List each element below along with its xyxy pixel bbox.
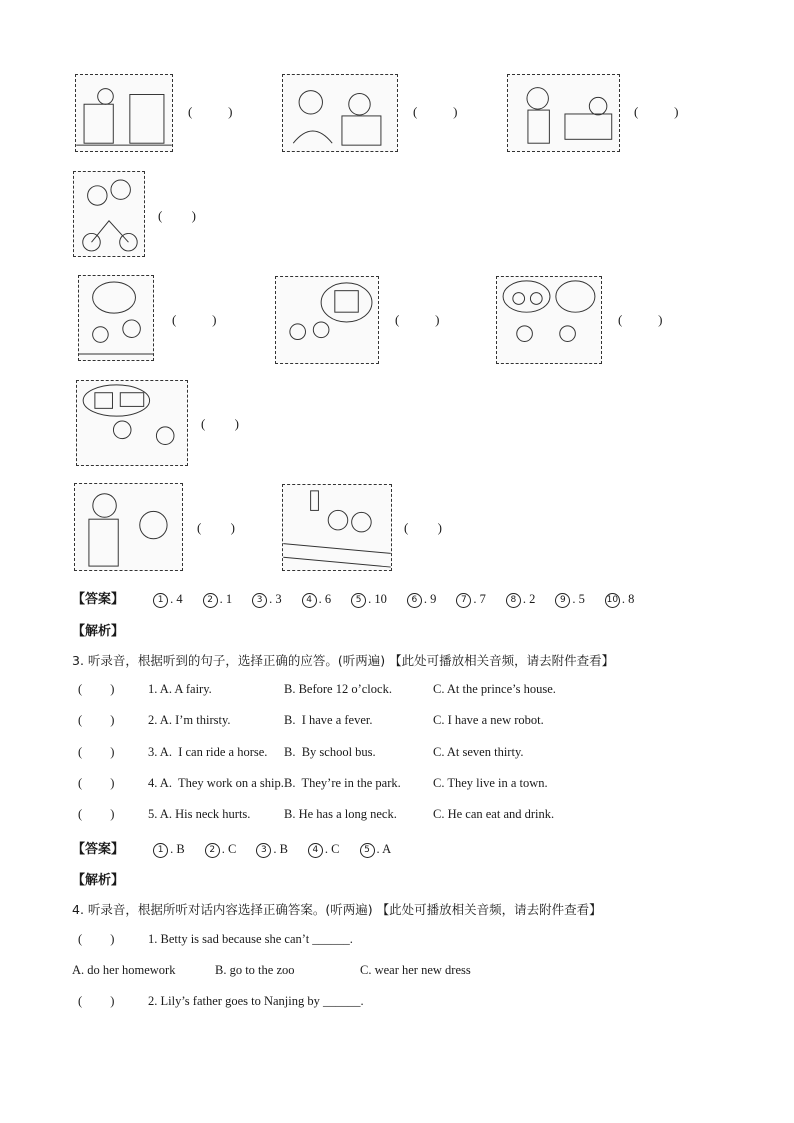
answer-value: . 10 [368, 592, 387, 606]
option-a: A. do her homework [72, 963, 176, 977]
q4-title: 4. 听录音，根据所听对话内容选择正确答案。(听两遍) 【此处可播放相关音频，请去附件查看】 [72, 902, 602, 917]
answer-paren[interactable]: ( ) [78, 744, 115, 759]
option-a: 4. A. They work on a ship. [148, 775, 284, 790]
circled-number: 4 [302, 593, 317, 608]
picture-10 [282, 484, 392, 571]
option-c: C. He can eat and drink. [433, 807, 555, 822]
circled-number: 10 [605, 593, 620, 608]
answer-value: . B [170, 842, 185, 856]
answer-value: . C [221, 842, 237, 856]
picture-7 [496, 276, 602, 364]
option-c: C. wear her new dress [360, 963, 471, 977]
answer-paren[interactable]: ( ) [78, 775, 115, 790]
picture-9 [74, 483, 183, 571]
circled-number: 3 [252, 593, 267, 608]
q3-analysis [72, 869, 124, 888]
option-c: C. At the prince’s house. [433, 682, 556, 696]
option-b: B. He has a long neck. [284, 807, 397, 822]
picture-1 [75, 74, 173, 152]
answer-value: . A [376, 842, 392, 856]
circled-number: 5 [351, 593, 366, 608]
answer-paren[interactable]: ( ) [78, 682, 115, 696]
answer-list [127, 592, 634, 606]
option-b: B. Before 12 o’clock. [284, 682, 392, 696]
answer-value: . 9 [423, 592, 437, 606]
answer-item [506, 592, 536, 608]
circled-number: 8 [506, 593, 521, 608]
answer-paren[interactable]: ( ) [78, 932, 115, 946]
circled-number: 1 [153, 593, 168, 608]
circled-number: 4 [308, 843, 323, 858]
answer-paren[interactable]: ( ) [634, 104, 679, 119]
answer-value: . 8 [621, 592, 635, 606]
q2-analysis [72, 620, 124, 639]
answer-value: . 1 [219, 592, 233, 606]
answer-item [256, 842, 288, 858]
picture-6 [275, 276, 379, 364]
option-b: B. I have a fever. [284, 713, 373, 728]
option-c: C. At seven thirty. [433, 744, 524, 759]
answer-item [360, 842, 392, 858]
answer-item [351, 592, 387, 608]
picture-3 [507, 74, 620, 152]
answer-paren[interactable]: ( ) [395, 312, 440, 327]
question-stem: 2. Lily’s father goes to Nanjing by ______. [148, 994, 364, 1008]
option-b: B. go to the zoo [215, 963, 295, 977]
picture-4 [73, 171, 145, 257]
answer-paren[interactable]: ( ) [78, 807, 115, 822]
option-a: 3. A. I can ride a horse. [148, 744, 268, 759]
answer-paren[interactable]: ( ) [413, 104, 458, 119]
answer-value: . 7 [473, 592, 486, 606]
answer-paren[interactable]: ( ) [78, 994, 115, 1008]
answer-item [456, 592, 486, 608]
option-b: B. They’re in the park. [284, 775, 401, 790]
option-b: B. By school bus. [284, 744, 376, 759]
answer-item [205, 842, 237, 858]
option-c: C. I have a new robot. [433, 713, 544, 728]
answer-paren[interactable]: ( ) [618, 312, 663, 327]
answer-item [302, 592, 332, 608]
answer-value: . 4 [170, 592, 183, 606]
option-c: C. They live in a town. [433, 775, 548, 790]
q3-answer-line [72, 838, 391, 858]
answer-paren[interactable]: ( ) [197, 520, 235, 535]
answer-value: . B [273, 842, 288, 856]
circled-number: 2 [203, 593, 218, 608]
circled-number: 5 [360, 843, 375, 858]
analysis-tag: 【解析】 [72, 624, 125, 639]
option-a: 5. A. His neck hurts. [148, 807, 251, 822]
q3-title: 3. 听录音，根据听到的句子，选择正确的应答。(听两遍) 【此处可播放相关音频，请去附件查看】 [72, 653, 615, 668]
circled-number: 7 [456, 593, 471, 608]
answer-item [407, 592, 437, 608]
question-stem: 1. Betty is sad because she can’t ______. [148, 932, 353, 946]
answer-tag: 【答案】 [72, 842, 125, 857]
answer-paren[interactable]: ( ) [78, 713, 115, 728]
circled-number: 1 [153, 843, 168, 858]
q2-answer-line [72, 588, 634, 608]
answer-tag: 【答案】 [72, 592, 125, 607]
answer-value: . 5 [572, 592, 585, 606]
answer-paren[interactable]: ( ) [158, 208, 196, 223]
answer-item [252, 592, 282, 608]
answer-paren[interactable]: ( ) [201, 416, 239, 431]
answer-item [203, 592, 233, 608]
picture-8 [76, 380, 188, 466]
answer-item [153, 842, 185, 858]
circled-number: 9 [555, 593, 570, 608]
answer-item [555, 592, 585, 608]
answer-value: . 3 [269, 592, 282, 606]
answer-list [127, 842, 391, 856]
answer-item [153, 592, 183, 608]
answer-value: . 2 [522, 592, 536, 606]
answer-paren[interactable]: ( ) [172, 312, 217, 327]
analysis-tag: 【解析】 [72, 873, 125, 888]
answer-value: . C [324, 842, 340, 856]
answer-paren[interactable]: ( ) [404, 520, 442, 535]
answer-item [605, 592, 635, 608]
picture-2 [282, 74, 398, 152]
circled-number: 3 [256, 843, 271, 858]
circled-number: 2 [205, 843, 220, 858]
answer-value: . 6 [318, 592, 332, 606]
circled-number: 6 [407, 593, 422, 608]
answer-paren[interactable]: ( ) [188, 104, 233, 119]
answer-item [308, 842, 340, 858]
option-a: 1. A. A fairy. [148, 682, 212, 696]
picture-5 [78, 275, 154, 361]
option-a: 2. A. I’m thirsty. [148, 713, 231, 728]
